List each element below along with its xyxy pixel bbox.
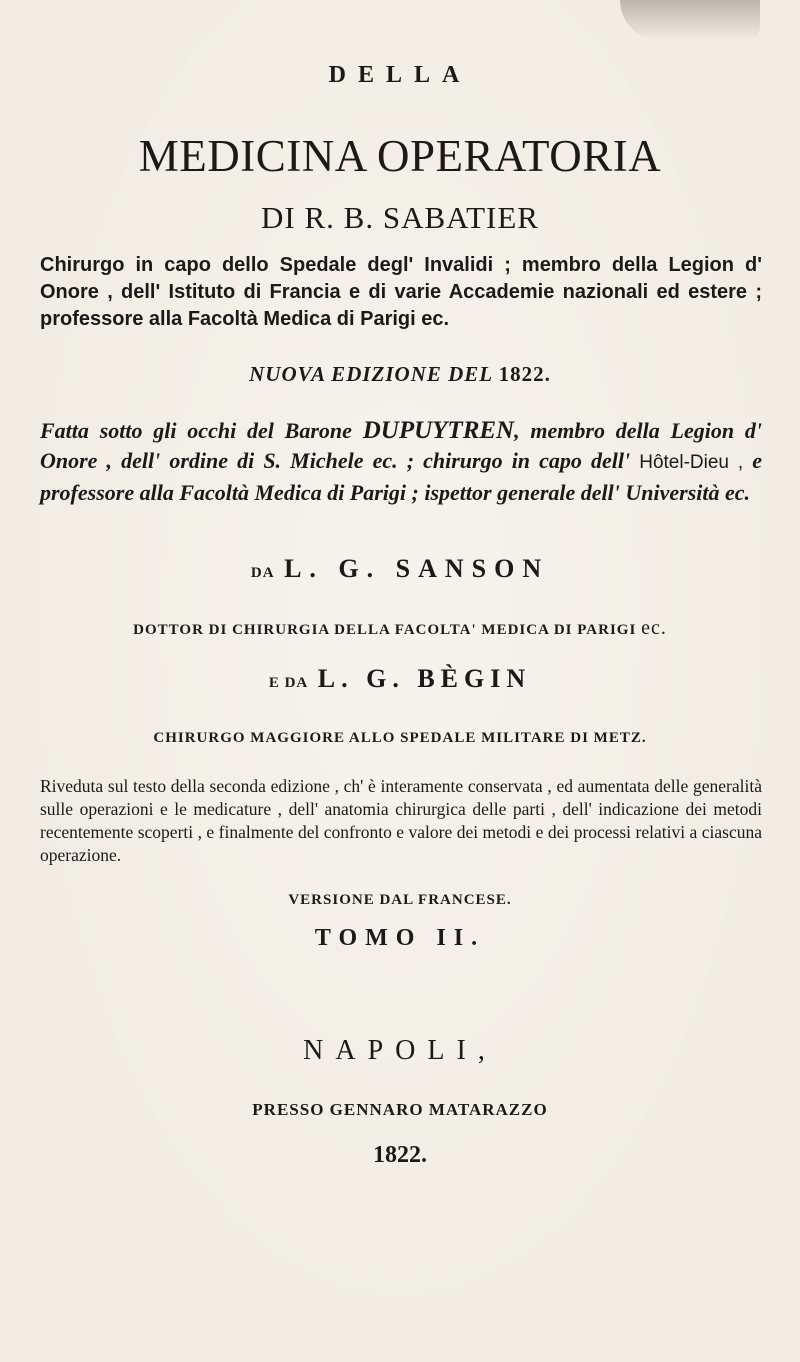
imprint-printer: PRESSO GENNARO MATARAZZO [252, 1100, 548, 1119]
edition-line [0, 362, 800, 387]
hospital-name: Hôtel-Dieu , [639, 452, 744, 473]
book-title: MEDICINA OPERATORIA [138, 131, 662, 181]
title-prefix: DELLA [328, 62, 472, 88]
editor-sanson-role-line [0, 617, 800, 640]
revision-note: Riveduta sul testo della seconda edizione , ch' è interamente conservata , ed aumentata delle generalità sulle operazioni e le medicature , dell' anatomia chirurgica delle parti , dell' indicazione dei metodi recentemente scoperti , e finalmente del confronto e valore dei metodi e dei processi relativi a ciascuna operazione. [40, 776, 762, 865]
imprint-city: NAPOLI, [303, 1035, 497, 1066]
book-author: DI R. B. SABATIER [261, 200, 539, 235]
editor-sanson [0, 554, 800, 584]
volume-number: TOMO II. [314, 925, 486, 951]
supervision-part-1: Fatta sotto gli occhi del Barone [40, 418, 352, 443]
editor-begin-name: L. G. BÈGIN [317, 664, 532, 693]
editor-sanson-prefix: DA [250, 565, 275, 581]
supervision-part-2: , membro della Legion d' Onore , dell' ordine di S. Michele ec. ; chirurgo in capo dell' [40, 418, 763, 473]
page-stain [620, 0, 760, 40]
imprint-year: 1822. [373, 1142, 427, 1168]
editor-begin-prefix: E DA [268, 675, 309, 691]
supervision-statement [40, 416, 762, 508]
editor-sanson-name: L. G. SANSON [284, 554, 550, 583]
edition-text: NUOVA EDIZIONE DEL [249, 362, 493, 386]
editor-begin-role: CHIRURGO MAGGIORE ALLO SPEDALE MILITARE DI METZ. [153, 730, 647, 746]
editor-begin [0, 664, 800, 694]
edition-year: 1822. [498, 362, 551, 386]
author-description: Chirurgo in capo dello Spedale degl' Invalidi ; membro della Legion d' Onore , dell' Istituto di Francia e di varie Accademie nazionali ed estere ; professore alla Facoltà Medica di Parigi ec. [40, 254, 762, 330]
supervisor-name: DUPUYTREN [362, 417, 515, 444]
translation-note: VERSIONE DAL FRANCESE. [288, 892, 512, 908]
supervision-part-3: e professore alla Facoltà Medica di Parigi ; ispettor generale dell' Università ec. [40, 448, 763, 505]
editor-sanson-role-suffix: ec. [641, 617, 667, 639]
editor-sanson-role: DOTTOR DI CHIRURGIA DELLA FACOLTA' MEDICA DI PARIGI [133, 622, 637, 638]
